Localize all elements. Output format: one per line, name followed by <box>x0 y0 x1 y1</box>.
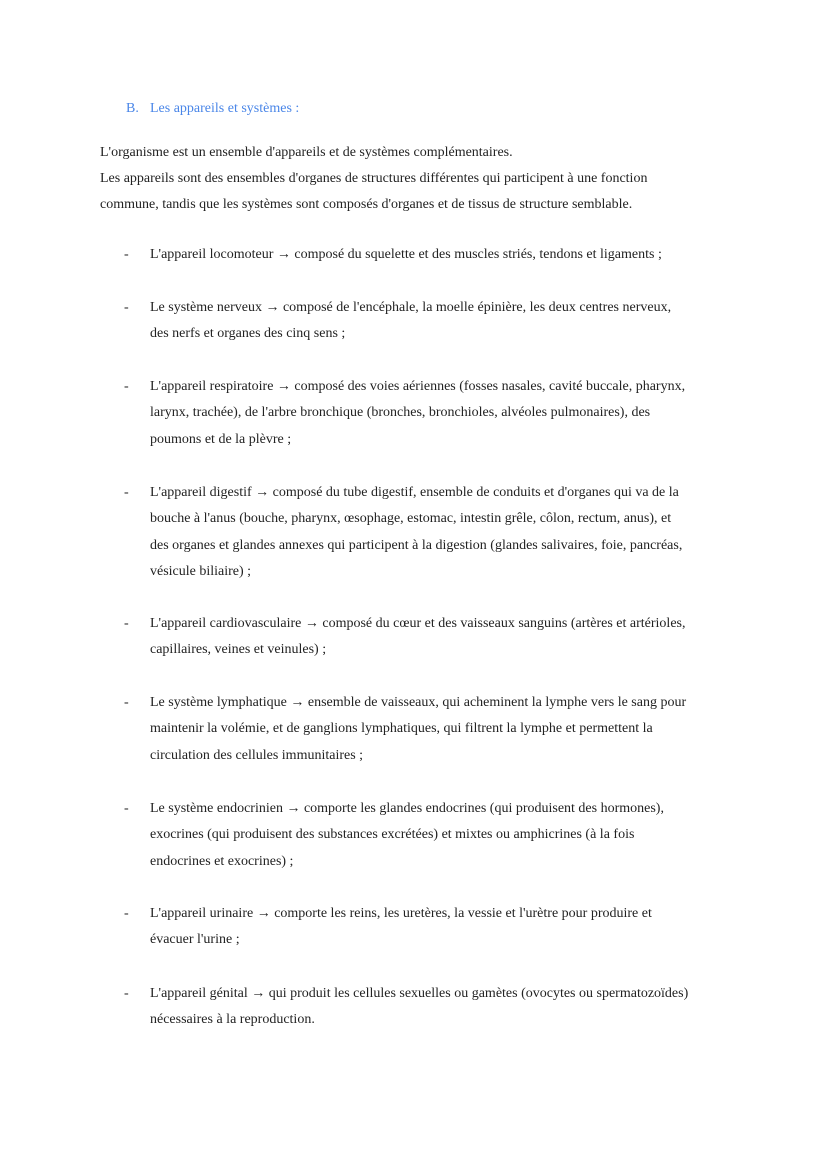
section-title: Les appareils et systèmes : <box>150 101 300 116</box>
list-item-text: L'appareil locomoteur → composé du squelette et des muscles striés, tendons et ligaments ; <box>150 247 662 262</box>
list-item-text: Le système nerveux → composé de l'encéphale, la moelle épinière, les deux centres nerveux, <box>150 300 672 315</box>
list-item-text: nécessaires à la reproduction. <box>150 1012 315 1028</box>
list-item <box>124 374 744 453</box>
intro-line: L'organisme est un ensemble d'appareils et de systèmes complémentaires. <box>100 145 513 160</box>
bullet-dash: - <box>124 247 129 262</box>
bullet-dash: - <box>124 379 129 394</box>
bullet-dash: - <box>124 986 129 1001</box>
bullet-dash: - <box>124 616 129 631</box>
intro-paragraph <box>100 140 740 218</box>
intro-line: Les appareils sont des ensembles d'organes de structures différentes qui participent à une fonction <box>100 171 648 186</box>
list-item <box>124 480 744 585</box>
list-item <box>124 901 744 954</box>
list-item-text: des organes et glandes annexes qui participent à la digestion (glandes salivaires, foie, pancréas, <box>150 537 683 553</box>
list-item <box>124 295 744 348</box>
list-item-text: endocrines et exocrines) ; <box>150 853 294 869</box>
list-item-text: L'appareil cardiovasculaire → composé du cœur et des vaisseaux sanguins (artères et artérioles, <box>150 616 686 631</box>
list-item <box>124 796 744 875</box>
intro-line: commune, tandis que les systèmes sont composés d'organes et de tissus de structure semblable. <box>100 197 633 212</box>
list-item-text: L'appareil génital → qui produit les cellules sexuelles ou gamètes (ovocytes ou spermatozoïdes) <box>150 986 689 1001</box>
list-item <box>124 611 744 664</box>
list-item-text: vésicule biliaire) ; <box>150 563 252 579</box>
list-item-text: Le système lymphatique → ensemble de vaisseaux, qui acheminent la lymphe vers le sang pour <box>150 695 687 710</box>
bullet-dash: - <box>124 485 129 500</box>
list-item-text: L'appareil respiratoire → composé des voies aériennes (fosses nasales, cavité buccale, pharynx, <box>150 379 686 394</box>
list-item-text: capillaires, veines et veinules) ; <box>150 642 327 658</box>
list-item-text: L'appareil urinaire → comporte les reins, les uretères, la vessie et l'urètre pour produire et <box>150 906 652 921</box>
list-item-text: maintenir la volémie, et de ganglions lymphatiques, qui filtrent la lymphe et permettent la <box>150 721 653 737</box>
list-item-text: évacuer l'urine ; <box>150 932 240 948</box>
bullet-dash: - <box>124 801 129 816</box>
list-item-text: Le système endocrinien → comporte les glandes endocrines (qui produisent des hormones), <box>150 801 664 816</box>
bullet-dash: - <box>124 695 129 710</box>
bullet-dash: - <box>124 906 129 921</box>
list-item-text: poumons et de la plèvre ; <box>150 431 292 447</box>
section-heading <box>126 100 299 118</box>
list-item-text: bouche à l'anus (bouche, pharynx, œsophage, estomac, intestin grêle, côlon, rectum, anus), et <box>150 511 672 527</box>
list-item <box>124 242 744 268</box>
list-item-text: L'appareil digestif → composé du tube digestif, ensemble de conduits et d'organes qui va de la <box>150 485 679 500</box>
section-letter: B. <box>126 101 139 116</box>
list-item <box>124 981 744 1034</box>
list-item-text: exocrines (qui produisent des substances excrétées) et mixtes ou amphicrines (à la fois <box>150 827 635 843</box>
list-item-text: circulation des cellules immunitaires ; <box>150 747 364 763</box>
list-item-text: des nerfs et organes des cinq sens ; <box>150 326 346 342</box>
list-item <box>124 690 744 769</box>
list-item-text: larynx, trachée), de l'arbre bronchique (bronches, bronchioles, alvéoles pulmonaires), des <box>150 405 651 421</box>
bullet-dash: - <box>124 300 129 315</box>
